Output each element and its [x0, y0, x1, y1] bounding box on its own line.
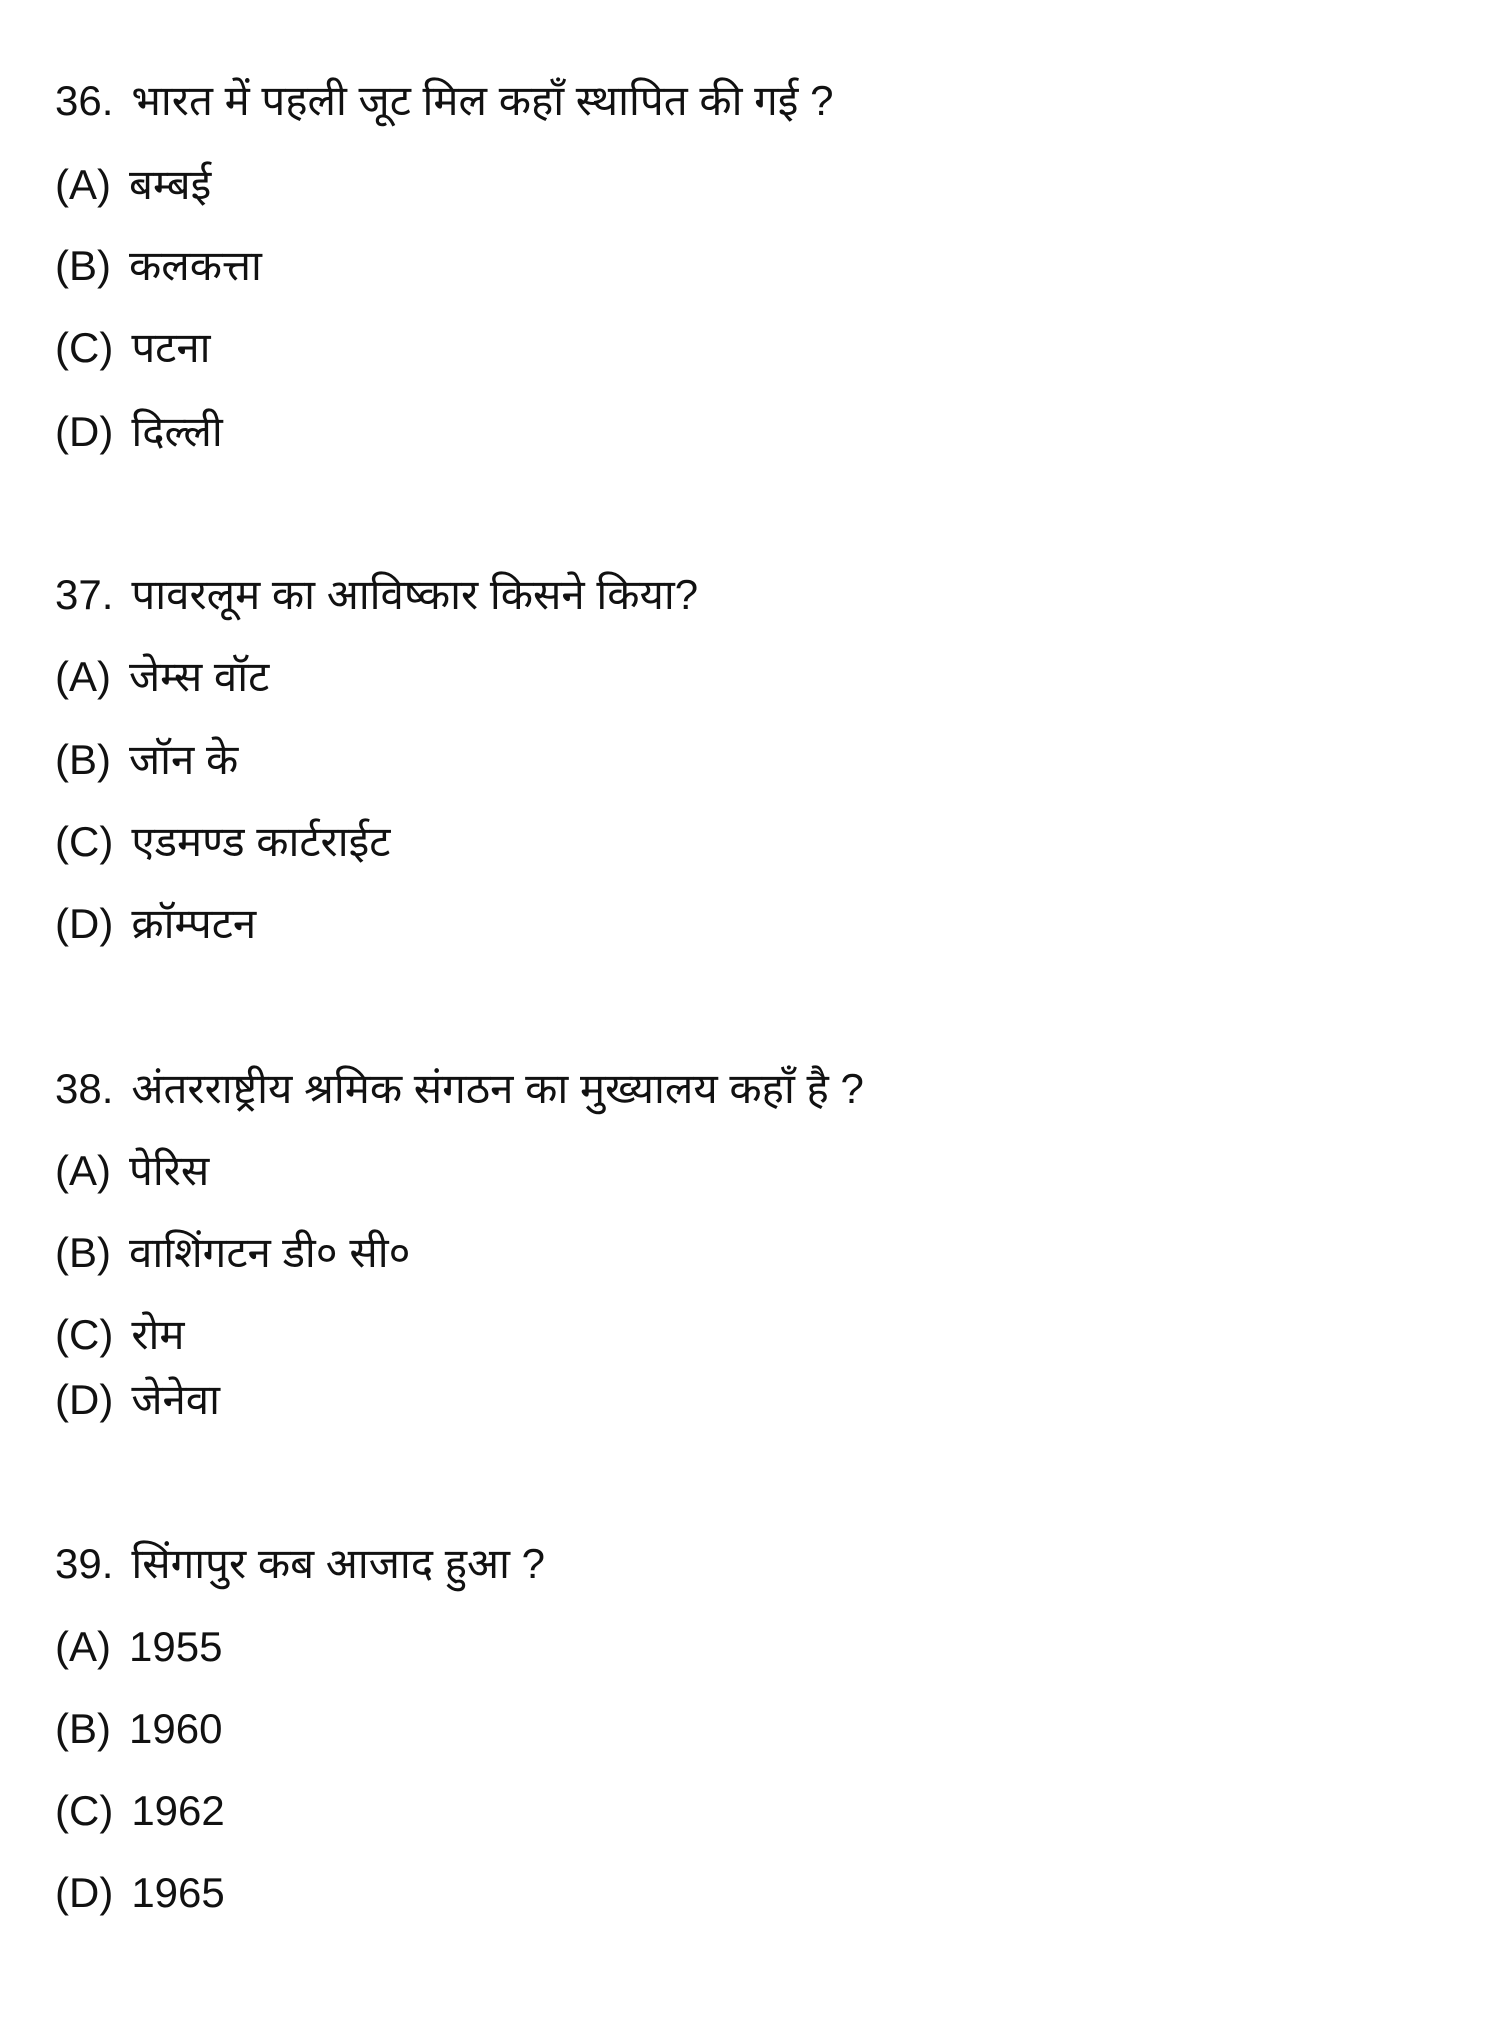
- question-37: [55, 567, 698, 623]
- option-text: कलकत्ता: [129, 242, 262, 289]
- option-label: (D): [55, 900, 114, 947]
- option-d: [55, 896, 256, 952]
- option-a: [55, 1619, 222, 1675]
- option-label: (B): [55, 736, 111, 783]
- option-a: [55, 157, 211, 213]
- option-text: पेरिस: [129, 1147, 210, 1194]
- option-label: (C): [55, 1311, 114, 1358]
- question-number: 36.: [55, 77, 114, 124]
- question-text: पावरलूम का आविष्कार किसने किया?: [131, 571, 699, 618]
- option-text: 1955: [129, 1623, 223, 1670]
- option-c: [55, 320, 211, 376]
- option-c: [55, 1307, 185, 1363]
- option-text: 1960: [129, 1705, 223, 1752]
- question-text: सिंगापुर कब आजाद हुआ ?: [131, 1540, 545, 1587]
- option-b: [55, 238, 262, 294]
- option-b: [55, 732, 238, 788]
- option-label: (A): [55, 1147, 111, 1194]
- question-39: [55, 1536, 545, 1592]
- option-text: जेम्स वॉट: [129, 653, 270, 700]
- option-d: [55, 1372, 220, 1428]
- option-text: क्रॉम्पटन: [131, 900, 257, 947]
- option-label: (B): [55, 242, 111, 289]
- option-label: (D): [55, 1376, 114, 1423]
- option-text: दिल्ली: [131, 408, 223, 455]
- option-c: [55, 814, 390, 870]
- option-label: (C): [55, 324, 114, 371]
- option-label: (D): [55, 1869, 114, 1916]
- option-label: (A): [55, 1623, 111, 1670]
- question-38: [55, 1061, 864, 1117]
- option-text: पटना: [131, 324, 211, 371]
- option-text: जेनेवा: [131, 1376, 221, 1423]
- option-d: [55, 1865, 225, 1921]
- option-text: जॉन के: [129, 736, 239, 783]
- question-text: अंतरराष्ट्रीय श्रमिक संगठन का मुख्यालय कहाँ है ?: [131, 1065, 864, 1112]
- option-label: (A): [55, 653, 111, 700]
- option-label: (C): [55, 1787, 114, 1834]
- option-a: [55, 649, 269, 705]
- option-label: (A): [55, 161, 111, 208]
- question-number: 37.: [55, 571, 114, 618]
- option-text: 1965: [131, 1869, 225, 1916]
- option-c: [55, 1783, 225, 1839]
- option-text: 1962: [131, 1787, 225, 1834]
- option-a: [55, 1143, 209, 1199]
- option-b: [55, 1225, 410, 1281]
- option-text: वाशिंगटन डी० सी०: [129, 1229, 411, 1276]
- option-label: (D): [55, 408, 114, 455]
- question-number: 38.: [55, 1065, 114, 1112]
- option-label: (B): [55, 1229, 111, 1276]
- question-text: भारत में पहली जूट मिल कहाँ स्थापित की गई ?: [131, 77, 834, 124]
- option-text: एडमण्ड कार्टराईट: [131, 818, 391, 865]
- option-text: रोम: [131, 1311, 185, 1358]
- option-label: (C): [55, 818, 114, 865]
- option-text: बम्बई: [129, 161, 212, 208]
- question-number: 39.: [55, 1540, 114, 1587]
- option-b: [55, 1701, 222, 1757]
- option-label: (B): [55, 1705, 111, 1752]
- question-36: [55, 73, 833, 129]
- option-d: [55, 404, 223, 460]
